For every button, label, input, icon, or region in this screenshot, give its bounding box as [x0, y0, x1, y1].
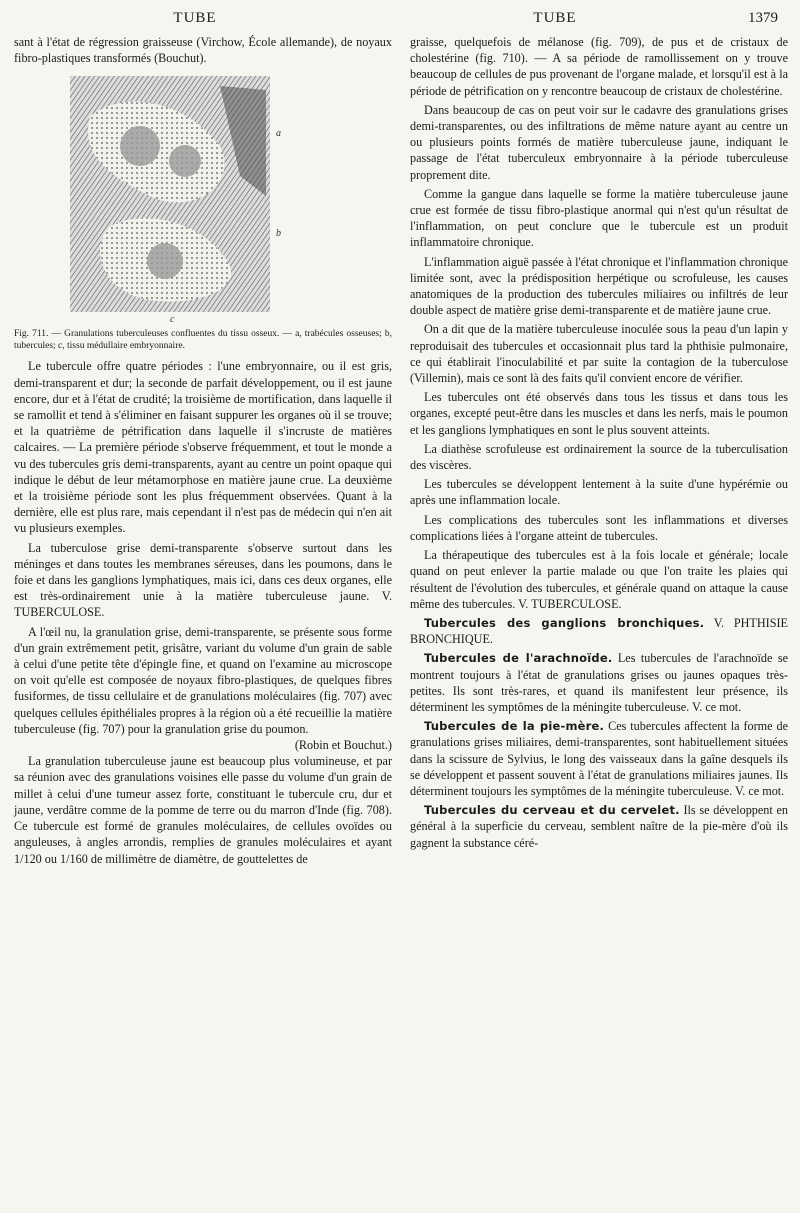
entry-title: Tubercules des ganglions bronchiques.	[424, 615, 705, 630]
paragraph: On a dit que de la matière tuberculeuse inoculée sous la peau d'un lapin y reproduisait des tubercules et occasionnait plus tard la phthisie pulmonaire, ce qui établirait l'inoculabilité et par suite la contagion de la tuberculose (Villemin), mais ce sont là des faits qu'il convient encore de vérifier.	[410, 322, 788, 386]
entry-title: Tubercules de l'arachnoïde.	[424, 651, 613, 666]
paragraph: Les tubercules ont été observés dans tous les tissus et dans tous les organes, excepté peut-être dans les muscles et dans les nerfs, mais le poumon et les ganglions lymphatiques en sont le plus souvent atteints.	[410, 390, 788, 437]
running-title-left: TUBE	[173, 10, 217, 26]
entry-text: Ils se développent en général à la superficie du cerveau, semblent naître de la pie-mère d'où ils gagnent la substance céré-	[410, 803, 789, 850]
paragraph: sant à l'état de régression graisseuse (Virchow, École allemande), de noyaux fibro-plastiques transformés (Bouchut).	[14, 35, 392, 66]
figure-711	[14, 70, 392, 324]
dictionary-entry	[410, 802, 788, 851]
paragraph: Dans beaucoup de cas on peut voir sur le cadavre des granulations grises demi-transparentes, ou des infiltrations de même nature ayant au centre un ou plusieurs points formés de matière tuberculeuse jaune, indiquant le passage de l'état tuberculeux embryonnaire à la période tuberculeuse proprement dite.	[410, 102, 788, 182]
dictionary-entry	[410, 718, 788, 799]
paragraph: La granulation tuberculeuse jaune est beaucoup plus volumineuse, et par sa réunion avec des granulations voisines elle passe du volume d'un grain de millet à celui d'une tumeur assez forte, constituant le tubercule cru, dur et jaune, verdâtre comme de la pomme de terre ou du marron d'Inde (fig. 708). Ce tubercule est formé de granules moléculaires, de cellules ovoïdes ou anguleuses, à angles arrondis, remplies de granules moléculaires et ayant 1/120 ou 1/160 de millimètre de diamètre, de gouttelettes de	[14, 754, 392, 866]
paragraph: L'inflammation aiguë passée à l'état chronique et l'inflammation chronique limitée sont, avec la prédisposition herpétique ou scrofuleuse, les causes anatomiques de la production des tubercules miliaires ou infiltrés de leur double aspect de matière grise demi-transparente et de matière jaune crue.	[410, 254, 788, 318]
figure-label-a: a	[276, 128, 281, 140]
microscopy-illustration	[70, 76, 334, 322]
paragraph: graisse, quelquefois de mélanose (fig. 709), de pus et de cristaux de cholestérine (fig. 710). — A sa période de ramollissement on y trouve beaucoup de cellules de pus provenant de l'organe malade, et lorsqu'il est à la période de pétrification on y rencontre beaucoup de cristaux de cholestérine.	[410, 35, 788, 98]
running-title-right: TUBE	[533, 10, 577, 26]
paragraph: Comme la gangue dans laquelle se forme la matière tuberculeuse jaune crue est formée de tissu fibro-plastique anormal qui n'est qu'un résultat de l'inflammation, on peut conclure que le tubercule est un produit inflammatoire chronique.	[410, 186, 788, 250]
dictionary-entry	[410, 615, 788, 647]
entry-title: Tubercules de la pie-mère.	[424, 719, 605, 734]
figure-label-c: c	[170, 314, 175, 323]
entry-title: Tubercules du cerveau et du cervelet.	[424, 803, 680, 818]
entry-text: Ces tubercules affectent la forme de granulations grises miliaires, demi-transparentes, sont habituellement situées dans la scissure de Sylvius, le long des vaisseaux dans la gaîne desquels ils se développent et passent souvent à l'état de granulations miliaires jaunes. Ils déterminent toujours les symptômes de la méningite tuberculeuse. V. ce mot.	[410, 719, 789, 798]
paragraph: Le tubercule offre quatre périodes : l'une embryonnaire, ou il est gris, demi-transparent et dur; la seconde de parfait développement, ou il est jaune encore, dur et à l'état de crudité; la troisième de mortification, dans laquelle il se ramollit et tend à s'éliminer en faisant suppurer les organes où il se trouve; et la quatrième de pétrification dans laquelle il s'incruste de matières calcaires. — La première période s'observe fréquemment, et tout le monde a vu des tubercules gris demi-transparents, ayant au centre un point opaque qui indique le début de leur métamorphose en matière jaune crue. La deuxième et la troisième période sont les plus fréquemment observées. Quant à la dernière, elle est plus rare, mais cependant il n'est pas de médecin qui n'en ait vu plusieurs exemples.	[14, 359, 392, 536]
entry-text: Les tubercules de l'arachnoïde se montrent toujours à l'état de granulations grises ou jaunes opaques très-petites. Ils sont très-rares, et quand ils manifestent leur présence, ils déterminent les symptômes de la méningite tuberculeuse. V. ce mot.	[410, 651, 788, 714]
figure-label-b: b	[276, 228, 281, 240]
paragraph: La diathèse scrofuleuse est ordinairement la source de la tuberculisation des viscères.	[410, 441, 788, 473]
dictionary-entry	[410, 650, 788, 715]
paragraph: Les tubercules se développent lentement à la suite d'une hypérémie ou après une inflammation locale.	[410, 477, 788, 508]
paragraph: Les complications des tubercules sont les inflammations et diverses complications liées à l'organe atteint de tubercules.	[410, 512, 788, 543]
paragraph	[14, 624, 392, 753]
entry-text: V. PHTHISIE BRONCHIQUE.	[410, 615, 788, 647]
paragraph-text: A l'œil nu, la granulation grise, demi-transparente, se présente sous forme d'un grain extrêmement petit, grisâtre, variant du volume d'un grain de sable à celui d'une petite tête d'épingle fine, et quand on l'examine au microscope on voit qu'elle est composée de noyaux fibro-plastiques, de quelques fibres fusiformes, de tissu cellulaire et de granulations moléculaires (fig. 707) avec quelques cellules épithéliales propres à la région où a été recueillie la matière tuberculeuse (fig. 707) pour la granulation grise du poumon.	[14, 624, 392, 736]
attribution: (Robin et Bouchut.)	[294, 738, 392, 753]
figure-caption: Fig. 711. — Granulations tuberculeuses confluentes du tissu osseux. — a, trabécules osseuses; b, tubercules; c, tissu médullaire embryonnaire.	[14, 329, 392, 352]
right-column	[410, 34, 788, 854]
left-column	[14, 34, 392, 870]
paragraph: La tuberculose grise demi-transparente s'observe surtout dans les méninges et dans toutes les membranes séreuses, dans les poumons, dans le foie et dans les ganglions lymphatiques, mais ici, dans ces deux organes, elle est très-ordinairement unie à la matière tuberculeuse jaune. V. TUBERCULOSE.	[14, 540, 392, 620]
page-number: 1379	[748, 10, 778, 26]
paragraph: La thérapeutique des tubercules est à la fois locale et générale; locale quand on peut enlever la partie malade ou que l'on traite les plaies qui résultent de l'évolution des tubercules, et générale quand on attaque la cause même des tubercules. V. TUBERCULOSE.	[410, 548, 788, 611]
page-header	[0, 8, 800, 36]
